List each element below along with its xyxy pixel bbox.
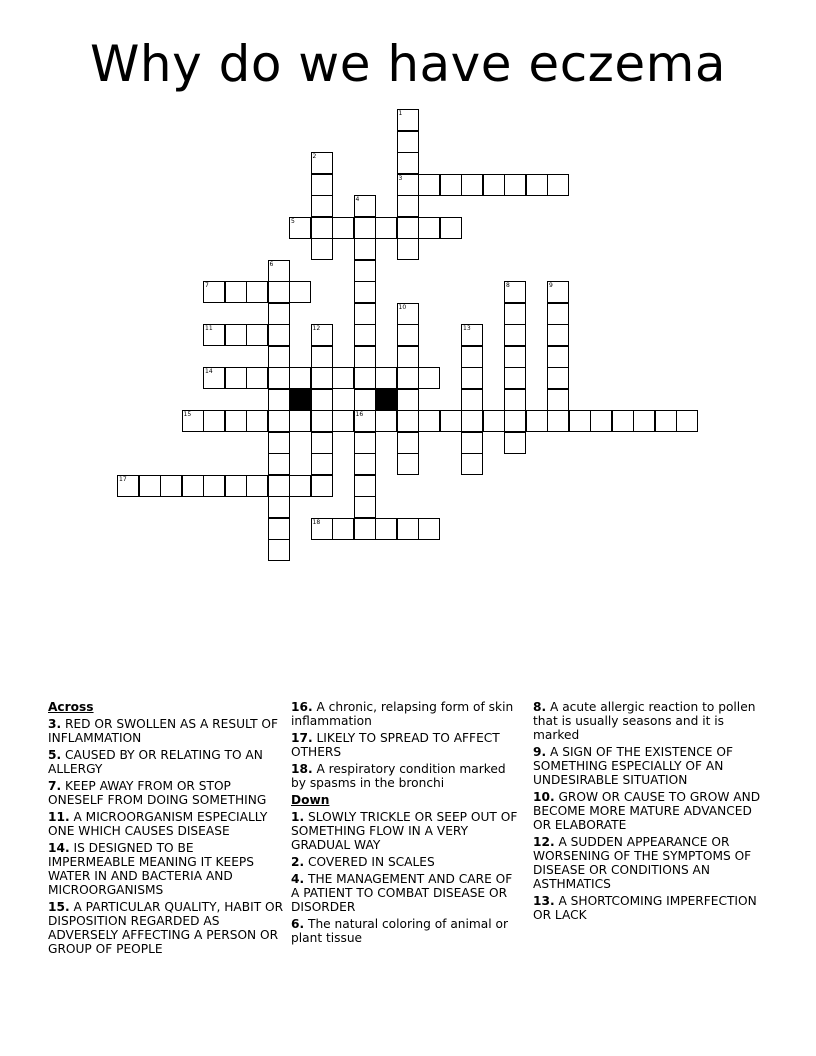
grid-cell[interactable]	[203, 324, 225, 346]
clue-number-label: 5	[291, 217, 295, 225]
clue-number-label: 12	[312, 325, 321, 332]
clue-down-1: 1. SLOWLY TRICKLE OR SEEP OUT OF SOMETHING FLOW IN A VERY GRADUAL WAY	[291, 810, 518, 852]
clue-down-10: 10. GROW OR CAUSE TO GROW AND BECOME MORE MATURE ADVANCED OR ELABORATE	[533, 790, 761, 832]
grid-cell[interactable]	[225, 367, 247, 389]
grid-cell[interactable]	[289, 410, 311, 432]
puzzle-title: Why do we have eczema	[89, 35, 727, 93]
grid-cell[interactable]	[268, 346, 290, 368]
grid-cell[interactable]	[225, 281, 247, 303]
grid-cell[interactable]	[354, 389, 376, 411]
grid-cell[interactable]	[268, 324, 290, 346]
grid-cell[interactable]	[397, 346, 419, 368]
grid-cell[interactable]	[547, 346, 569, 368]
grid-cell[interactable]	[332, 217, 354, 239]
grid-cell[interactable]	[268, 496, 290, 518]
across-header: Across	[48, 700, 94, 714]
grid-cell[interactable]	[504, 281, 526, 303]
grid-cell[interactable]	[547, 410, 569, 432]
grid-cell[interactable]	[590, 410, 612, 432]
grid-cell[interactable]	[504, 346, 526, 368]
grid-cell[interactable]	[354, 238, 376, 260]
grid-cell[interactable]	[354, 518, 376, 540]
grid-cell[interactable]	[397, 303, 419, 325]
clue-across-15: 15. A PARTICULAR QUALITY, HABIT OR DISPOSITION REGARDED AS ADVERSELY AFFECTING A PERSON OR GROUP OF PEOPLE	[48, 900, 284, 956]
clue-down-13: 13. A SHORTCOMING IMPERFECTION OR LACK	[533, 894, 757, 922]
grid-cell[interactable]	[461, 324, 483, 346]
grid-cell[interactable]	[354, 195, 376, 217]
grid-cell[interactable]	[311, 217, 333, 239]
grid-cell[interactable]	[461, 346, 483, 368]
clue-down-2: 2. COVERED IN SCALES	[291, 855, 435, 869]
grid-cell[interactable]	[375, 410, 397, 432]
grid-cell[interactable]	[461, 174, 483, 196]
grid-cell[interactable]	[182, 410, 204, 432]
clue-number-label: 1	[398, 110, 403, 117]
grid-cell[interactable]	[461, 389, 483, 411]
clue-number-label: 2	[312, 153, 317, 160]
grid-cell[interactable]	[397, 432, 419, 454]
black-cell	[289, 389, 311, 411]
grid-cell[interactable]	[418, 174, 440, 196]
grid-cell[interactable]	[397, 389, 419, 411]
grid-cell[interactable]	[311, 174, 333, 196]
grid-cell[interactable]	[397, 131, 419, 153]
grid-cell[interactable]	[311, 346, 333, 368]
grid-cell[interactable]	[311, 475, 333, 497]
grid-cell[interactable]	[354, 367, 376, 389]
grid-cell[interactable]	[547, 281, 569, 303]
grid-cell[interactable]	[354, 432, 376, 454]
clue-across-18: 18. A respiratory condition marked by spasms in the bronchi	[291, 762, 506, 790]
grid-cell[interactable]	[268, 303, 290, 325]
grid-cell[interactable]	[160, 475, 182, 497]
grid-cell[interactable]	[311, 367, 333, 389]
grid-cell[interactable]	[268, 410, 290, 432]
grid-cell[interactable]	[332, 518, 354, 540]
grid-cell[interactable]	[354, 346, 376, 368]
grid-cell[interactable]	[547, 174, 569, 196]
clue-across-17: 17. LIKELY TO SPREAD TO AFFECT OTHERS	[291, 731, 500, 759]
grid-cell[interactable]	[354, 281, 376, 303]
grid-cell[interactable]	[375, 367, 397, 389]
grid-cell[interactable]	[397, 217, 419, 239]
grid-cell[interactable]	[612, 410, 634, 432]
grid-cell[interactable]	[289, 281, 311, 303]
clue-number-label: 8	[506, 282, 510, 289]
clue-number-label: 3	[398, 174, 403, 182]
clue-number-label: 10	[398, 303, 407, 311]
grid-cell[interactable]	[354, 475, 376, 497]
grid-cell[interactable]	[569, 410, 591, 432]
grid-cell[interactable]	[289, 367, 311, 389]
grid-cell[interactable]	[418, 217, 440, 239]
grid-cell[interactable]	[397, 518, 419, 540]
grid-cell[interactable]	[246, 367, 268, 389]
grid-cell[interactable]	[268, 389, 290, 411]
grid-cell[interactable]	[311, 389, 333, 411]
clue-number-label: 4	[355, 196, 360, 203]
grid-cell[interactable]	[332, 367, 354, 389]
grid-cell[interactable]	[246, 324, 268, 346]
grid-cell[interactable]	[418, 518, 440, 540]
grid-cell[interactable]	[203, 475, 225, 497]
grid-cell[interactable]	[182, 475, 204, 497]
clue-number-label: 7	[205, 282, 209, 289]
grid-cell[interactable]	[268, 475, 290, 497]
clues-column-2	[291, 700, 523, 948]
grid-cell[interactable]	[504, 389, 526, 411]
grid-cell[interactable]	[375, 217, 397, 239]
grid-cell[interactable]	[547, 303, 569, 325]
grid-cell[interactable]	[311, 152, 333, 174]
clue-number-label: 13	[463, 325, 471, 332]
grid-cell[interactable]	[526, 410, 548, 432]
clue-number-label: 16	[355, 411, 364, 418]
grid-cell[interactable]	[268, 260, 290, 282]
grid-cell[interactable]	[483, 174, 505, 196]
grid-cell[interactable]	[397, 195, 419, 217]
grid-cell[interactable]	[547, 389, 569, 411]
grid-cell[interactable]	[461, 453, 483, 475]
grid-cell[interactable]	[526, 174, 548, 196]
grid-cell[interactable]	[203, 410, 225, 432]
grid-cell[interactable]	[311, 238, 333, 260]
grid-cell[interactable]	[311, 432, 333, 454]
clue-down-6: 6. The natural coloring of animal or plant tissue	[291, 917, 508, 945]
grid-cell[interactable]	[225, 324, 247, 346]
grid-cell[interactable]	[311, 324, 333, 346]
grid-cell[interactable]	[354, 324, 376, 346]
grid-cell[interactable]	[461, 367, 483, 389]
grid-cell[interactable]	[504, 324, 526, 346]
grid-cell[interactable]	[117, 475, 139, 497]
black-cell	[375, 389, 397, 411]
grid-cell[interactable]	[268, 518, 290, 540]
grid-cell[interactable]	[655, 410, 677, 432]
grid-cell[interactable]	[504, 432, 526, 454]
clue-across-14: 14. IS DESIGNED TO BE IMPERMEABLE MEANING IT KEEPS WATER IN AND BACTERIA AND MICROORGANISMS	[48, 841, 254, 897]
grid-cell[interactable]	[332, 410, 354, 432]
grid-cell[interactable]	[289, 475, 311, 497]
grid-cell[interactable]	[397, 238, 419, 260]
grid-cell[interactable]	[268, 281, 290, 303]
clue-across-3: 3. RED OR SWOLLEN AS A RESULT OF INFLAMMATION	[48, 717, 279, 745]
grid-cell[interactable]	[311, 518, 333, 540]
grid-cell[interactable]	[461, 432, 483, 454]
clue-number-label: 11	[205, 325, 213, 332]
grid-cell[interactable]	[246, 410, 268, 432]
grid-cell[interactable]	[225, 475, 247, 497]
grid-cell[interactable]	[354, 303, 376, 325]
grid-cell[interactable]	[139, 475, 161, 497]
grid-cell[interactable]	[397, 367, 419, 389]
clue-across-11: 11. A MICROORGANISM ESPECIALLY ONE WHICH CAUSES DISEASE	[48, 810, 268, 838]
grid-cell[interactable]	[311, 410, 333, 432]
grid-cell[interactable]	[676, 410, 698, 432]
grid-cell[interactable]	[504, 367, 526, 389]
grid-cell[interactable]	[397, 453, 419, 475]
clue-number-label: 17	[119, 475, 127, 483]
grid-cell[interactable]	[483, 410, 505, 432]
grid-cell[interactable]	[440, 217, 462, 239]
grid-cell[interactable]	[397, 152, 419, 174]
grid-cell[interactable]	[268, 367, 290, 389]
grid-cell[interactable]	[311, 195, 333, 217]
grid-cell[interactable]	[354, 217, 376, 239]
clue-number-label: 15	[183, 411, 192, 418]
grid-cell[interactable]	[246, 281, 268, 303]
clue-down-9: 9. A SIGN OF THE EXISTENCE OF SOMETHING ESPECIALLY OF AN UNDESIRABLE SITUATION	[533, 745, 733, 787]
grid-cell[interactable]	[268, 539, 290, 561]
clue-down-4: 4. THE MANAGEMENT AND CARE OF A PATIENT TO COMBAT DISEASE OR DISORDER	[291, 872, 513, 914]
grid-cell[interactable]	[633, 410, 655, 432]
clue-down-12: 12. A SUDDEN APPEARANCE OR WORSENING OF THE SYMPTOMS OF DISEASE OR CONDITIONS AN ASTHMATICS	[533, 835, 752, 891]
grid-cell[interactable]	[203, 281, 225, 303]
grid-cell[interactable]	[397, 410, 419, 432]
grid-cell[interactable]	[354, 260, 376, 282]
grid-cell[interactable]	[225, 410, 247, 432]
grid-cell[interactable]	[504, 410, 526, 432]
clue-down-8: 8. A acute allergic reaction to pollen that is usually seasons and it is marked	[533, 700, 756, 742]
grid-cell[interactable]	[397, 109, 419, 131]
grid-cell[interactable]	[354, 410, 376, 432]
grid-cell[interactable]	[418, 367, 440, 389]
grid-cell[interactable]	[547, 367, 569, 389]
grid-cell[interactable]	[203, 367, 225, 389]
grid-cell[interactable]	[289, 217, 311, 239]
clues-column-1	[48, 700, 284, 959]
grid-cell[interactable]	[418, 410, 440, 432]
down-header: Down	[291, 793, 330, 807]
grid-cell[interactable]	[311, 453, 333, 475]
clue-across-7: 7. KEEP AWAY FROM OR STOP ONESELF FROM DOING SOMETHING	[48, 779, 267, 807]
grid-cell[interactable]	[354, 496, 376, 518]
grid-cell[interactable]	[504, 174, 526, 196]
grid-cell[interactable]	[440, 174, 462, 196]
clue-across-16: 16. A chronic, relapsing form of skin inflammation	[291, 700, 514, 728]
clue-number-label: 6	[269, 260, 274, 268]
grid-cell[interactable]	[268, 453, 290, 475]
grid-cell[interactable]	[397, 174, 419, 196]
grid-cell[interactable]	[461, 410, 483, 432]
clue-number-label: 14	[205, 368, 213, 375]
clue-number-label: 18	[312, 518, 321, 526]
grid-cell[interactable]	[547, 324, 569, 346]
clue-across-5: 5. CAUSED BY OR RELATING TO AN ALLERGY	[48, 748, 263, 776]
clues-column-3	[533, 700, 767, 925]
grid-cell[interactable]	[246, 475, 268, 497]
grid-cell[interactable]	[268, 432, 290, 454]
grid-cell[interactable]	[440, 410, 462, 432]
grid-cell[interactable]	[375, 518, 397, 540]
clue-number-label: 9	[549, 282, 553, 289]
grid-cell[interactable]	[397, 324, 419, 346]
grid-cell[interactable]	[354, 453, 376, 475]
grid-cell[interactable]	[504, 303, 526, 325]
